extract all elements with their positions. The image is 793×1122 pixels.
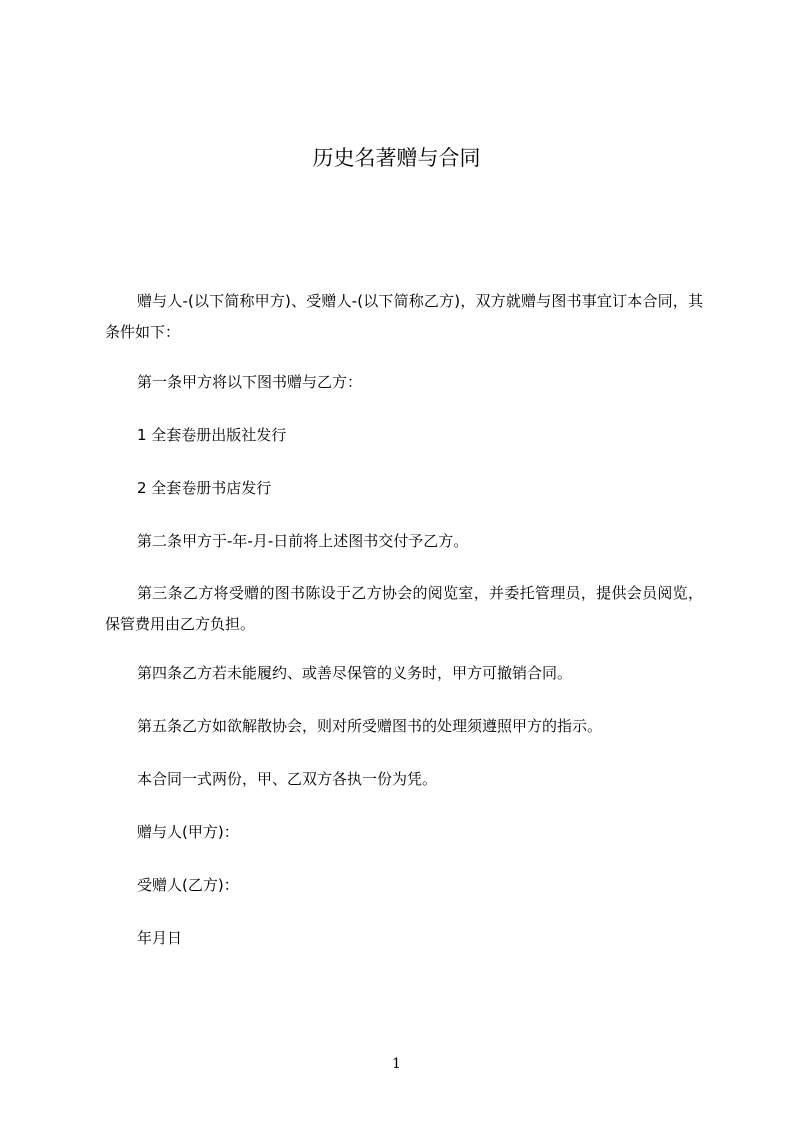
paragraph-article-2: 第二条甲方于-年-月-日前将上述图书交付予乙方。 [137,532,469,550]
paragraph-donor-signature: 赠与人(甲方)： [137,823,239,841]
page-number: 1 [392,1056,401,1072]
paragraph-article-4: 第四条乙方若未能履约、或善尽保管的义务时，甲方可撤销合同。 [137,664,573,682]
paragraph-article-5: 第五条乙方如欲解散协会，则对所受赠图书的处理须遵照甲方的指示。 [137,717,603,735]
paragraph-article-3: 第三条乙方将受赠的图书陈设于乙方协会的阅览室，并委托管理员，提供会员阅览，保管费用由乙方负担。 [105,584,703,633]
paragraph-date: 年月日 [137,929,183,947]
paragraph-item-1: 1 全套卷册出版社发行 [137,426,287,444]
document-title: 历史名著赠与合同 [312,146,481,170]
paragraph-item-2: 2 全套卷册书店发行 [137,479,272,497]
paragraph-preamble: 赠与人-(以下简称甲方)、受赠人-(以下简称乙方)，双方就赠与图书事宜订本合同，其条件如下： [105,292,703,341]
paragraph-article-1: 第一条甲方将以下图书赠与乙方： [137,373,363,391]
paragraph-copies: 本合同一式两份，甲、乙双方各执一份为凭。 [137,770,438,788]
paragraph-recipient-signature: 受赠人(乙方)： [137,876,239,894]
